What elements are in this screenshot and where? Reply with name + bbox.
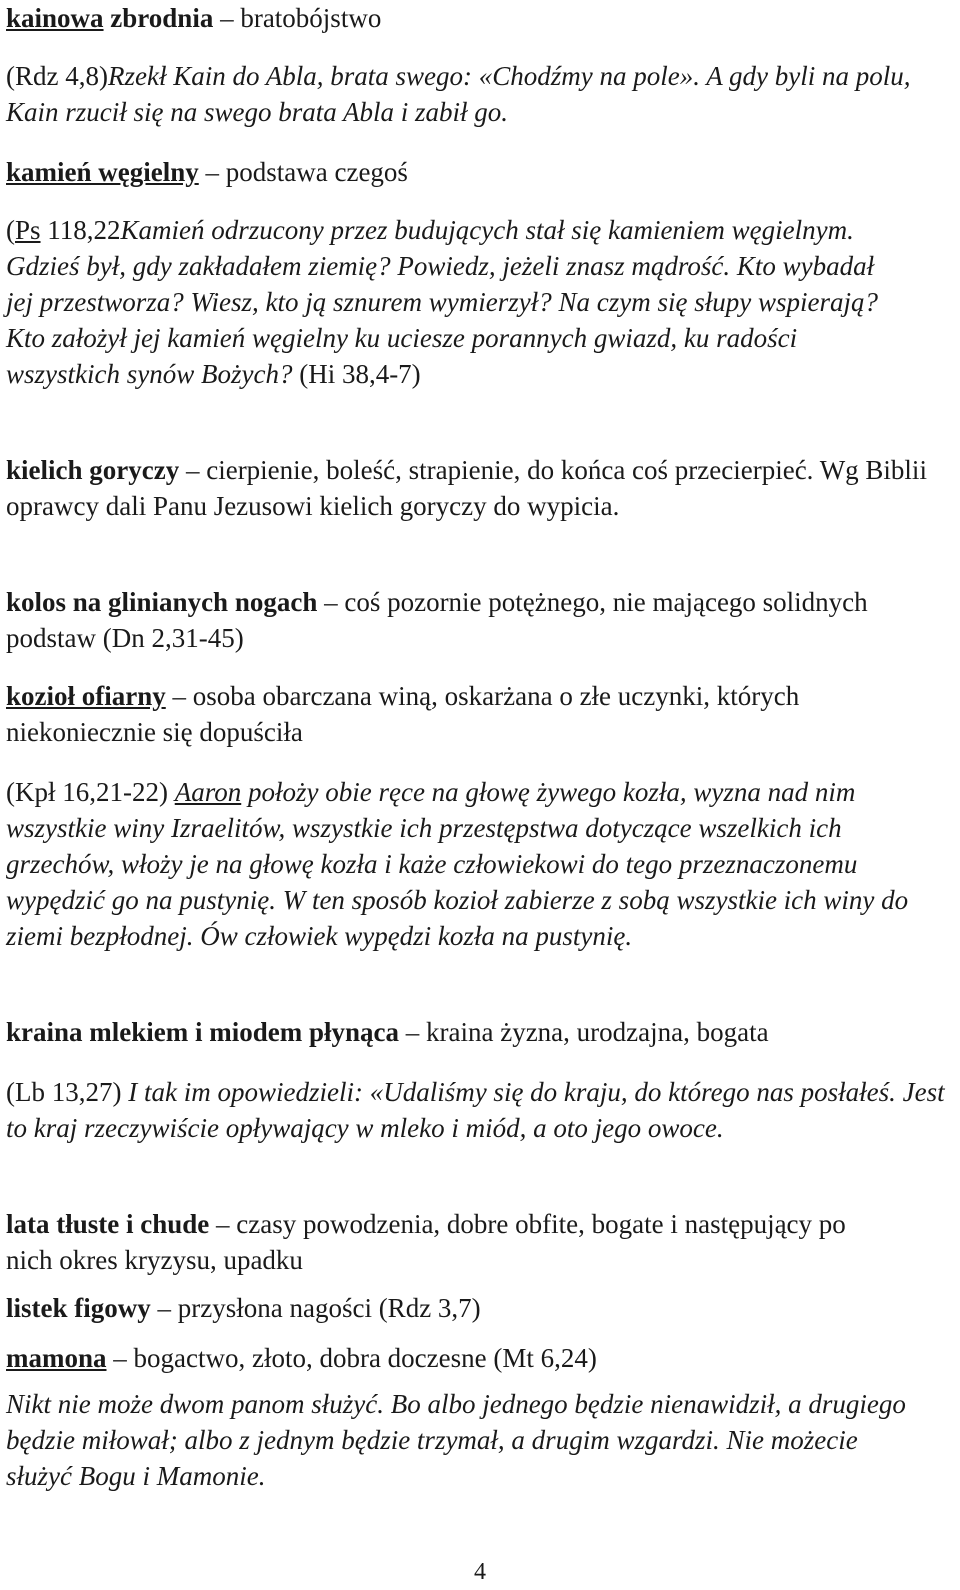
entry-definition: – cierpienie, boleść, strapienie, do końca coś przecierpieć. Wg Biblii oprawcy dali Panu Jezusowi kielich goryczy do wypicia. xyxy=(6,455,927,521)
entry-koziol-ofiarny xyxy=(6,678,946,750)
entry-definition: – bratobójstwo xyxy=(213,3,382,33)
entry-definition: – przysłona nagości (Rdz 3,7) xyxy=(150,1293,481,1323)
citation-book-link[interactable]: Ps xyxy=(15,215,41,245)
citation-paragraph xyxy=(6,1074,946,1146)
entry-listek-figowy xyxy=(6,1290,481,1326)
entry-definition: – kraina żyzna, urodzajna, bogata xyxy=(399,1017,769,1047)
citation-paragraph xyxy=(6,1386,906,1494)
entry-kamien-wegielny xyxy=(6,154,408,190)
entry-kraina xyxy=(6,1014,769,1050)
citation-ref: (Rdz 4,8) xyxy=(6,61,108,91)
entry-definition: – coś pozornie potężnego, nie mającego solidnych podstaw (Dn 2,31-45) xyxy=(6,587,868,653)
citation-quote: I tak im opowiedzieli: «Udaliśmy się do kraju, do którego nas posłałeś. Jest to kraj rzeczywiście opływający w mleko i miód, a oto jego owoce. xyxy=(6,1077,945,1143)
entry-definition: – podstawa czegoś xyxy=(198,157,408,187)
entry-definition: – osoba obarczana winą, oskarżana o złe uczynki, których niekoniecznie się dopuściła xyxy=(6,681,800,747)
citation-quote: Kamień odrzucony przez budujących stał się kamieniem węgielnym. Gdzieś był, gdy zakładałem ziemię? Powiedz, jeżeli znasz mądrość. Kto wybadał jej przestworza? Wiesz, kto ją sznurem wymierzył? Na czym się słupy wspierają? Kto założył jej kamień węgielny ku uciesze porannych gwiazd, ku radości wszystkich synów Bożych? xyxy=(6,215,878,389)
citation-ref: (Kpł 16,21-22) xyxy=(6,777,175,807)
citation-quote: Rzekł Kain do Abla, brata swego: «Chodźmy na pole». A gdy byli na polu, Kain rzucił się na swego brata Abla i zabił go. xyxy=(6,61,911,127)
entry-kainowa-zbrodnia xyxy=(6,0,381,36)
entry-kielich-goryczy xyxy=(6,452,946,524)
entry-term: kielich goryczy xyxy=(6,455,180,485)
citation-name-link[interactable]: Aaron xyxy=(174,777,242,807)
entry-kolos xyxy=(6,584,926,656)
citation-ref: (Hi 38,4-7) xyxy=(292,359,421,389)
citation-paren: ( xyxy=(6,215,15,245)
entry-term: kainowa xyxy=(6,3,104,33)
entry-term: kraina mlekiem i miodem płynąca xyxy=(6,1017,399,1047)
entry-definition: – bogactwo, złoto, dobra doczesne (Mt 6,24) xyxy=(106,1343,597,1373)
citation-quote: położy obie ręce na głowę żywego kozła, wyzna nad nim wszystkie winy Izraelitów, wszystkie ich przestępstwa dotyczące wszelkich ich grzechów, włoży je na głowę kozła i każe człowiekowi do tego przeznaczonemu wypędzić go na pustynię. W ten sposób kozioł zabierze z sobą wszystkie ich winy do ziemi bezpłodnej. Ów człowiek wypędzi kozła na pustynię. xyxy=(6,777,909,951)
entry-term: kozioł ofiarny xyxy=(6,681,166,711)
entry-term: kamień węgielny xyxy=(6,157,199,187)
entry-mamona xyxy=(6,1340,597,1376)
citation-paragraph xyxy=(6,774,936,954)
page-number: 4 xyxy=(474,1559,486,1585)
entry-term: kolos na glinianych nogach xyxy=(6,587,318,617)
citation-ref: (Lb 13,27) xyxy=(6,1077,129,1107)
entry-lata-tluste xyxy=(6,1206,846,1278)
entry-term: listek figowy xyxy=(6,1293,151,1323)
entry-term: lata tłuste i chude xyxy=(6,1209,210,1239)
citation-ref: 118,22 xyxy=(40,215,121,245)
citation-quote: Nikt nie może dwom panom służyć. Bo albo jednego będzie nienawidził, a drugiego będzie miłował; albo z jednym będzie trzymał, a drugim wzgardzi. Nie możecie służyć Bogu i Mamonie. xyxy=(6,1389,906,1491)
entry-term: mamona xyxy=(6,1343,107,1373)
entry-definition: – czasy powodzenia, dobre obfite, bogate i następujący po nich okres kryzysu, upadku xyxy=(6,1209,846,1275)
citation-paragraph xyxy=(6,58,946,130)
citation-paragraph xyxy=(6,212,906,392)
entry-term: zbrodnia xyxy=(103,3,214,33)
